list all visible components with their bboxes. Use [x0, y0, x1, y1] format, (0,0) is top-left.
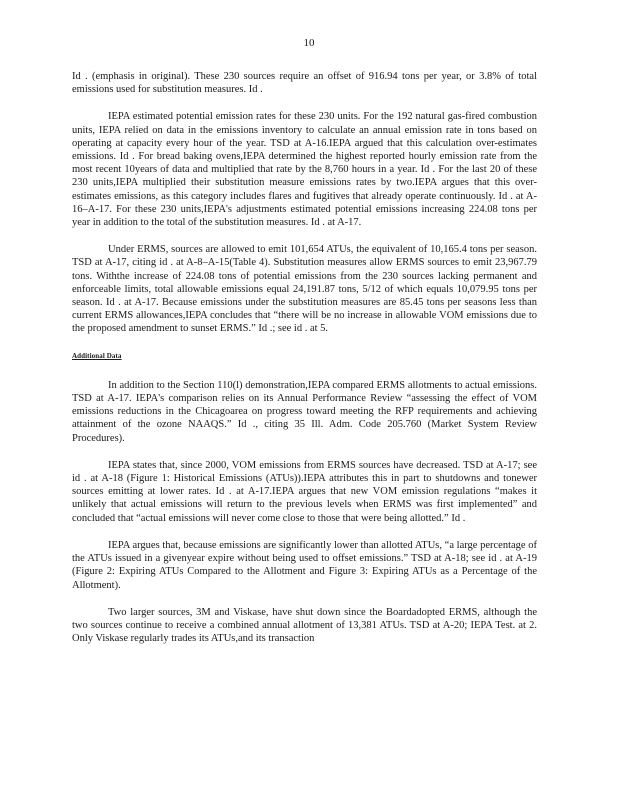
paragraph-expiring-atus: IEPA argues that, because emissions are significantly lower than allotted ATUs, “a large percentage of the ATUs issued in a givenyear expire without being used to offset emissions.” TSD at A-18; see id . at A-19 (Figure 2: Expiring ATUs Compared to the Allotment and Figure 3: Expiring ATUs as a Percentage of the Allotment). — [72, 539, 537, 591]
paragraph-emphasis: Id . (emphasis in original). These 230 sources require an offset of 916.94 tons per year, or 3.8% of total emissions used for substitution measures. Id . — [72, 71, 537, 96]
paragraph-vom-emissions-decreased: IEPA states that, since 2000, VOM emissions from ERMS sources have decreased. TSD at A-17; see id . at A-18 (Figure 1: Historical Emissions (ATUs)).IEPA attributes this in part to shutdowns and tonewer sources emitting at lower rates. Id . at A-17.IEPA argues that new VOM emission regulations “makes it unlikely that actual emissions will return to the previous levels when ERMS was first implemented” and concluded that “actual emissions will never come close to those that were being allotted.” Id . — [72, 459, 537, 524]
document-body — [72, 70, 537, 659]
page-number: 10 — [303, 37, 315, 49]
paragraph-erms-allowances: Under ERMS, sources are allowed to emit 101,654 ATUs, the equivalent of 10,165.4 tons per season. TSD at A-17, citing id . at A-8–A-15(Table 4). Substitution measures allow ERMS sources to emit 23,967.79 tons. Withthe increase of 224.08 tons of potential emissions from the 230 sources lacking permanent and enforceable limits, total allowable emissions equal 24,191.87 tons, 5/12 of which equals 10,079.95 tons per season. Id . at A-17. Because emissions under the substitution measures are 85.45 tons per seasons less than current ERMS allowances,IEPA concludes that “there will be no increase in allowable VOM emissions due to the proposed amendment to sunset ERMS.” Id .; see id . at 5. — [72, 244, 537, 335]
section-heading-additional-data: Additional Data — [72, 351, 122, 360]
paragraph-section-110-demonstration: In addition to the Section 110(l) demonstration,IEPA compared ERMS allotments to actual emissions. TSD at A-17. IEPA's comparison relies on its Annual Performance Review “assessing the effect of VOM emissions reductions in the Chicagoarea on progress toward meeting the RFP requirements and achieving attainment of the ozone NAAQS.” Id ., citing 35 Ill. Adm. Code 205.760 (Market System Review Procedures). — [72, 379, 537, 444]
paragraph-potential-emission-rates: IEPA estimated potential emission rates for these 230 units. For the 192 natural gas-fired combustion units, IEPA relied on data in the emissions inventory to calculate an annual emission rate in tons based on operating at capacity every hour of the year. TSD at A-16.IEPA argued that this calculation over-estimates emissions. Id . For bread baking ovens,IEPA determined the highest reported hourly emission rate from the most recent 10years of data and multiplied that rate by the 8,760 hours in a year. Id . For the last 20 of these 230 units,IEPA multiplied their substitution measure emissions rates by two.IEPA argues that this over-estimates emissions, as this category includes flares and fugitives that already operate continuously. Id . at A-16–A-17. For these 230 units,IEPA's adjustments estimated potential emissions increasing 224.08 tons per year in addition to the total of the substitution measures. Id . at A-17. — [72, 111, 537, 229]
paragraph-larger-sources: Two larger sources, 3M and Viskase, have shut down since the Boardadopted ERMS, although the two sources continue to receive a combined annual allotment of 13,381 ATUs. TSD at A-20; IEPA Test. at 2. Only Viskase regularly trades its ATUs,and its transaction — [72, 606, 537, 645]
